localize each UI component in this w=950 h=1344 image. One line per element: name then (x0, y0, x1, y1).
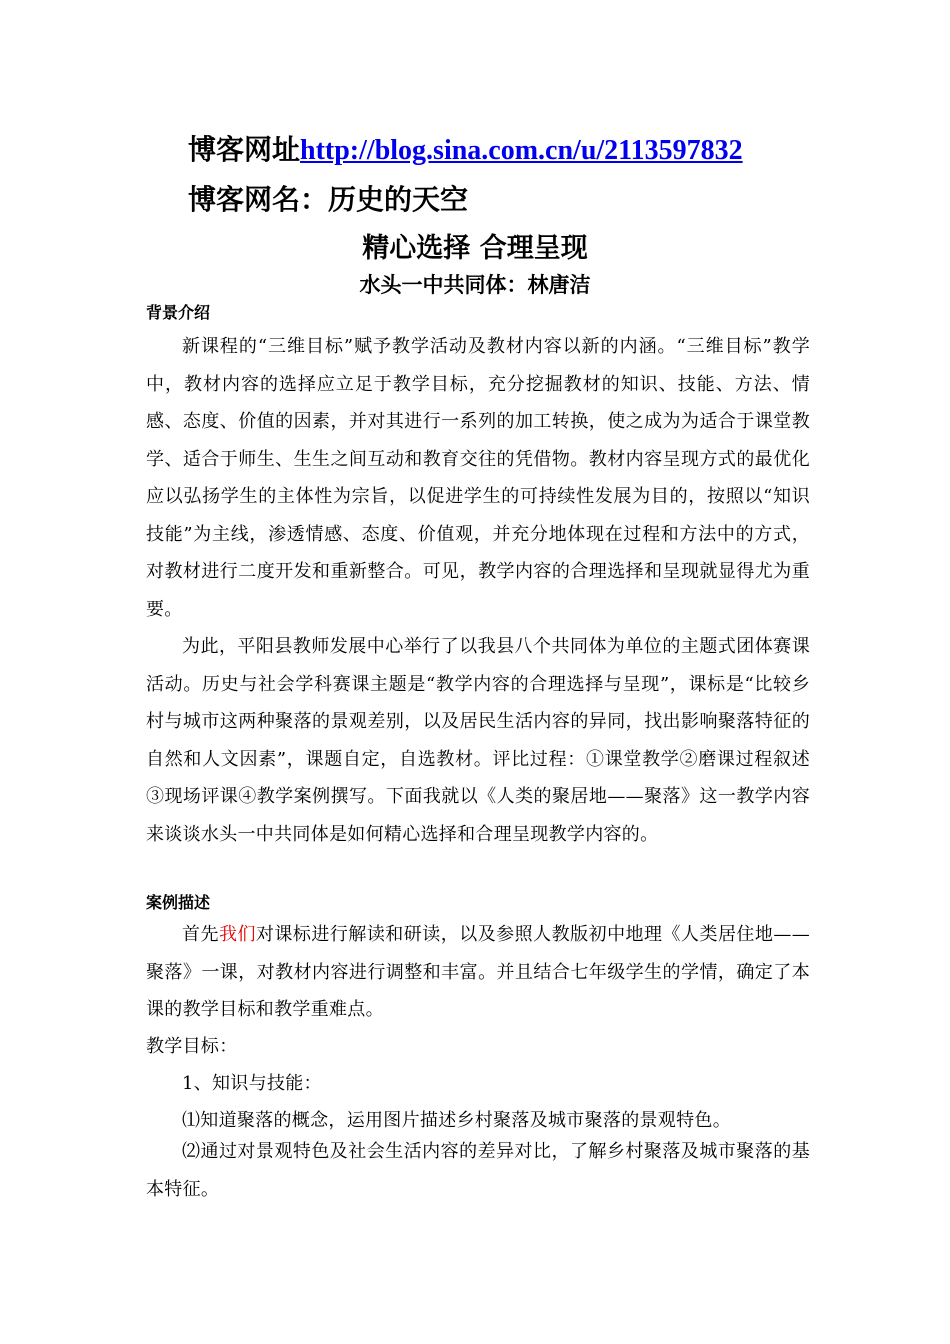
goal-item-2: ⑵通过对景观特色及社会生活内容的差异对比，了解乡村聚落及城市聚落的基本特征。 (146, 1141, 810, 1200)
blog-address-label: 博客网址 (188, 133, 301, 166)
highlighted-word: 我们 (218, 924, 256, 945)
blog-address-line (188, 130, 743, 171)
article-author: 水头一中共同体：林唐洁 (359, 273, 591, 297)
case-paragraph-text-rest: 对课标进行解读和研读，以及参照人教版初中地理《人类居住地——聚落》一课，对教材内容进行调整和丰富。并且结合七年级学生的学情，确定了本课的教学目标和教学重难点。 (146, 924, 810, 1020)
background-paragraph-2: 为此，平阳县教师发展中心举行了以我县八个共同体为单位的主题式团体赛课活动。历史与社会学科赛课主题是“教学内容的合理选择与呈现”，课标是“比较乡村与城市这两种聚落的景观差别，以及居民生活内容的异同，找出影响聚落特征的自然和人文因素”，课题自定，自选教材。评比过程：①课堂教学②磨课过程叙述③现场评课④教学案例撰写。下面我就以《人类的聚居地——聚落》这一教学内容来谈谈水头一中共同体是如何精心选择和合理呈现教学内容的。 (146, 636, 810, 845)
case-paragraph-text-start: 首先 (182, 924, 219, 945)
goal-knowledge-skills: 1、知识与技能： (182, 1073, 322, 1094)
goals-label: 教学目标： (146, 1036, 238, 1057)
background-paragraph-1: 新课程的“三维目标”赋予教学活动及教材内容以新的内涵。“三维目标”教学中，教材内容的选择应立足于教学目标，充分挖掘教材的知识、技能、方法、情感、态度、价值的因素，并对其进行一系列的加工转换，使之成为为适合于课堂教学、适合于师生、生生之间互动和教育交往的凭借物。教材内容呈现方式的最优化应以弘扬学生的主体性为宗旨，以促进学生的可持续性发展为目的，按照以“知识技能”为主线，渗透情感、态度、价值观，并充分地体现在过程和方法中的方式，对教材进行二度开发和重新整合。可见，教学内容的合理选择和呈现就显得尤为重要。 (146, 336, 810, 620)
case-heading: 案例描述 (146, 893, 211, 912)
blog-address-link[interactable]: http://blog.sina.com.cn/u/2113597832 (300, 135, 743, 166)
article-title: 精心选择 合理呈现 (362, 233, 588, 264)
case-paragraph-1 (146, 916, 810, 1029)
goal-item-1: ⑴知道聚落的概念，运用图片描述乡村聚落及城市聚落的景观特色。 (182, 1110, 731, 1131)
background-heading: 背景介绍 (146, 303, 211, 322)
blog-name-line: 博客网名：历史的天空 (188, 183, 469, 216)
